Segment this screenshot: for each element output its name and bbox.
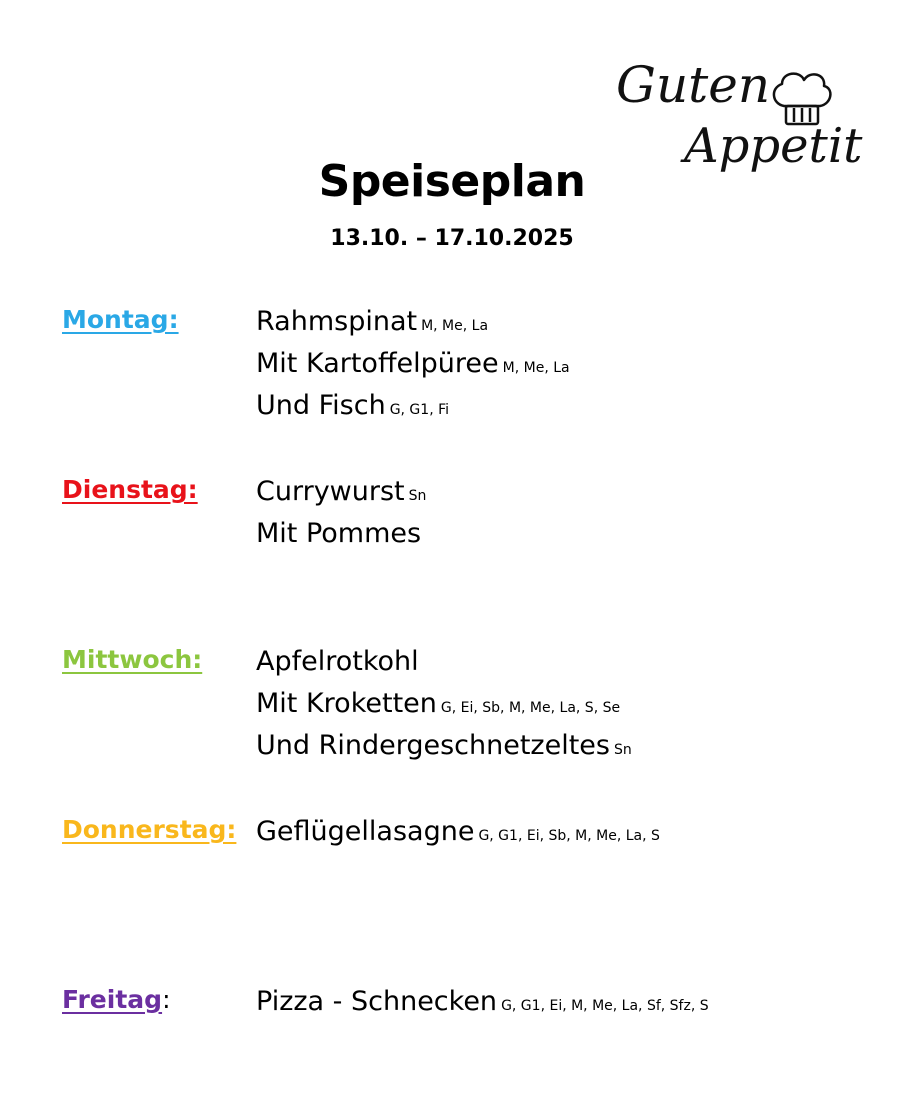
allergens: Sn (613, 742, 632, 758)
dish: Mit Pommes (256, 518, 422, 549)
meal-montag (256, 304, 570, 430)
meal-line (256, 474, 426, 516)
dish: Und Rindergeschnetzeltes (256, 730, 610, 761)
meal-donnerstag (256, 814, 660, 856)
page-title: Speiseplan (318, 156, 586, 207)
allergens: Sn (408, 488, 427, 504)
dish: Currywurst (256, 476, 405, 507)
dish: Und Fisch (256, 390, 386, 421)
day-name: Freitag (62, 985, 163, 1014)
day-name: Montag: (62, 305, 179, 334)
logo-line2: Appetit (684, 118, 863, 174)
dish: Pizza - Schnecken (256, 986, 498, 1017)
meal-line (256, 304, 570, 346)
meal-line (256, 516, 426, 558)
dish: Geflügellasagne (256, 816, 475, 847)
day-name: Donnerstag: (62, 815, 237, 844)
date-range: 13.10. – 17.10.2025 (330, 226, 574, 251)
meal-line (256, 686, 632, 728)
day-label-mittwoch (62, 645, 202, 674)
allergens: G, G1, Ei, Sb, M, Me, La, S (478, 828, 660, 844)
meal-line (256, 814, 660, 856)
day-label-montag (62, 305, 179, 334)
dish: Mit Kroketten (256, 688, 437, 719)
meal-line (256, 728, 632, 770)
day-label-freitag: Freitag: (62, 985, 171, 1014)
day-label-donnerstag (62, 815, 236, 844)
day-name: Dienstag: (62, 475, 198, 504)
meal-line (256, 346, 570, 388)
allergens: G, Ei, Sb, M, Me, La, S, Se (440, 700, 621, 716)
chef-hat-icon (774, 74, 830, 124)
meal-freitag (256, 984, 709, 1026)
allergens: G, G1, Ei, M, Me, La, Sf, Sfz, S (501, 998, 709, 1014)
meal-line (256, 388, 570, 430)
meal-line (256, 644, 632, 686)
day-label-dienstag (62, 475, 198, 504)
meal-line (256, 984, 709, 1026)
allergens: M, Me, La (421, 318, 489, 334)
meal-dienstag (256, 474, 426, 558)
allergens: G, G1, Fi (389, 402, 450, 418)
allergens: M, Me, La (502, 360, 570, 376)
dish: Rahmspinat (256, 306, 418, 337)
day-name: Mittwoch: (62, 645, 203, 674)
dish: Apfelrotkohl (256, 646, 419, 677)
meal-mittwoch (256, 644, 632, 770)
logo-line1: Guten (616, 56, 771, 114)
dish: Mit Kartoffelpüree (256, 348, 499, 379)
